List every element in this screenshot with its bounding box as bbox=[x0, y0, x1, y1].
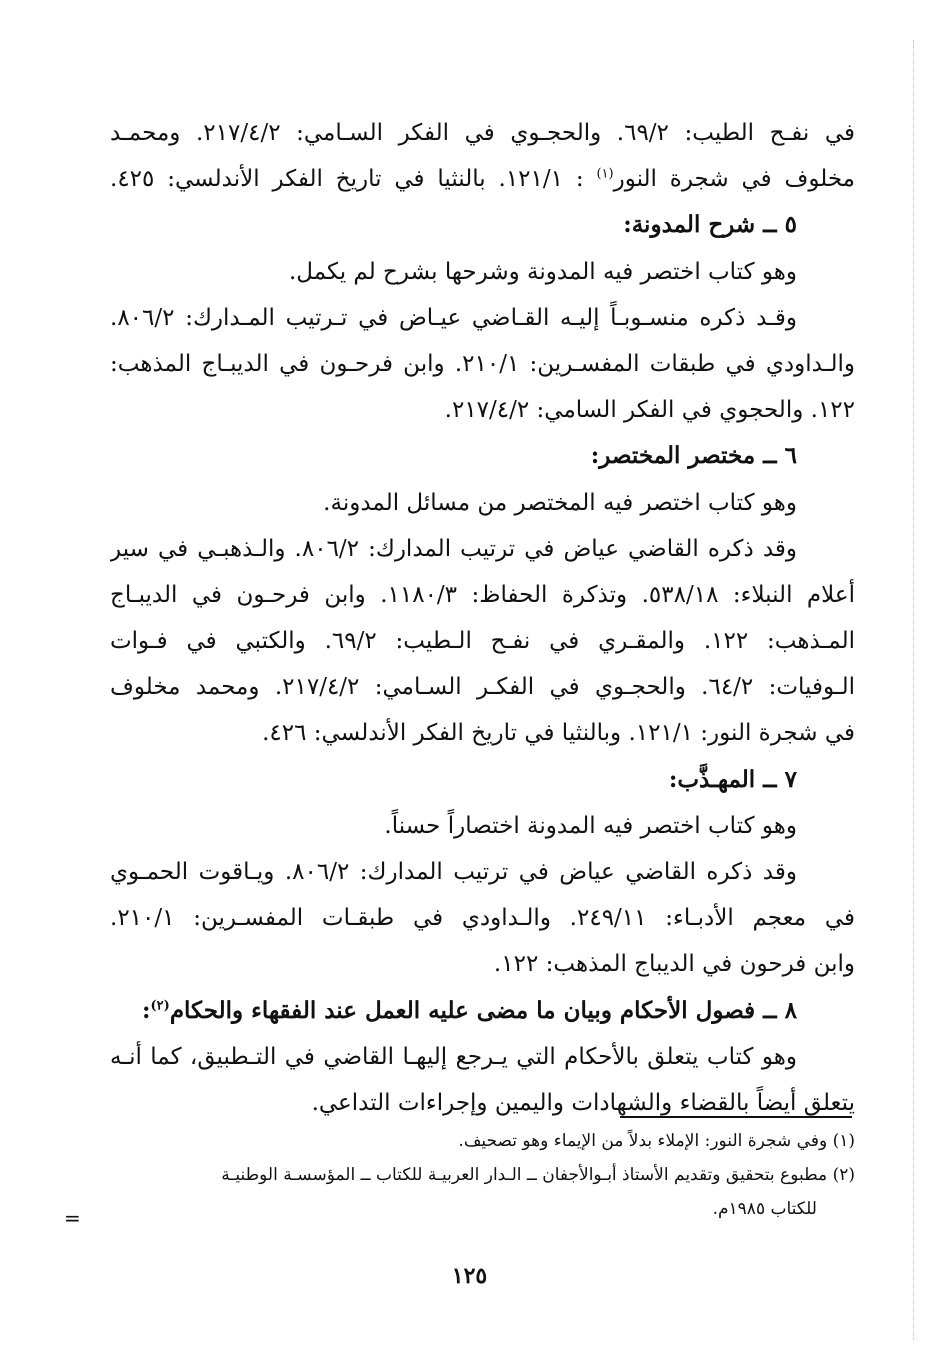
text-line: ١٢٢. والحجوي في الفكر السامي: ٢١٧/٤/٢. bbox=[444, 397, 855, 424]
text-line: في شجرة النور: ١٢١/١. وبالنثيا في تاريخ الفكر الأندلسي: ٤٢٦. bbox=[262, 720, 855, 747]
text-line: يتعلق أيضاً بالقضاء والشهادات واليمين وإجراءات التداعي. bbox=[311, 1089, 855, 1116]
footnote bbox=[110, 1158, 855, 1192]
footnote-text: مطبوع بتحقيق وتقديم الأستاذ أبـوالأجفان ــ الـدار العربيـة للكتاب ــ المؤسسـة الوطنيـة bbox=[221, 1165, 828, 1185]
footnote-ref: (١) bbox=[596, 166, 614, 182]
text-line: والـداودي في طبقات المفسـرين: ٢١٠/١. وابن فرحـون في الديبـاج المذهب: bbox=[110, 350, 855, 377]
text-line: في معجم الأدبـاء: ٢٤٩/١١. والـداودي في طبقـات المفسـرين: ٢١٠/١. bbox=[110, 905, 855, 932]
heading-colon: : bbox=[142, 996, 151, 1024]
heading-text: ٨ ــ فصول الأحكام وبيان ما مضى عليه العمل عند الفقهاء والحكام bbox=[169, 996, 797, 1024]
continuation-mark: = bbox=[64, 1206, 81, 1230]
text-line: وابن فرحون في الديباج المذهب: ١٢٢. bbox=[493, 951, 855, 978]
text-line bbox=[110, 156, 855, 202]
text-line: وهو كتاب اختصر فيه المدونة وشرحها بشرح لم يكمل. bbox=[288, 258, 797, 285]
footnote-ref: (٢) bbox=[150, 997, 170, 1013]
section-heading bbox=[110, 988, 855, 1034]
main-text-block bbox=[110, 110, 855, 1126]
section-heading: ٥ ــ شرح المدونة: bbox=[623, 211, 797, 239]
text-line: الـوفيات: ٦٤/٢. والحجـوي في الفكـر السـامي: ٢١٧/٤/٢. ومحمد مخلوف bbox=[110, 674, 855, 701]
text-line: وهو كتاب اختصر فيه المدونة اختصاراً حسناً. bbox=[384, 812, 797, 839]
text-line: أعلام النبلاء: ٥٣٨/١٨. وتذكرة الحفاظ: ١١٨٠/٣. وابن فرحـون في الديبـاج bbox=[110, 581, 855, 608]
text-line: وقد ذكره القاضي عياض في ترتيب المدارك: ٨٠٦/٢. ويـاقوت الحمـوي bbox=[110, 859, 797, 885]
text-line: وقـد ذكره منسـوبـاً إليـه القـاضي عيـاض في تـرتيب المـدارك: ٨٠٦/٢. bbox=[110, 304, 797, 331]
section-heading: ٦ ــ مختصر المختصر: bbox=[590, 442, 797, 470]
text-line: وهو كتاب يتعلق بالأحكام التي يـرجع إليهـا القاضي في التـطبيق، كما أنـه bbox=[110, 1043, 797, 1070]
text-line: المـذهب: ١٢٢. والمقـري في نفـح الـطيب: ٦٩/٢. والكتبي في فـوات bbox=[110, 628, 855, 655]
text-segment: : ١٢١/١. بالنثيا في تاريخ الفكر الأندلسي: ٤٢٥. bbox=[110, 166, 584, 193]
footnote bbox=[110, 1124, 855, 1158]
footnote-separator bbox=[620, 1116, 852, 1118]
scan-edge-dots bbox=[911, 40, 914, 1340]
text-line: في نفـح الطيب: ٦٩/٢. والحجـوي في الفكر السـامي: ٢١٧/٤/٢. ومحمـد bbox=[110, 120, 855, 146]
footnote-marker: (١) bbox=[832, 1131, 855, 1151]
footnotes-block bbox=[110, 1124, 855, 1226]
page-number: ١٢٥ bbox=[451, 1263, 488, 1289]
section-heading: ٧ ــ المهـذَّب: bbox=[668, 765, 797, 793]
text-line: وهو كتاب اختصر فيه المختصر من مسائل المدونة. bbox=[323, 489, 797, 516]
text-segment: مخلوف في شجرة النور bbox=[613, 166, 855, 193]
text-line: وقد ذكره القاضي عياض في ترتيب المدارك: ٨٠٦/٢. والـذهبـي في سير bbox=[110, 535, 797, 562]
footnote-marker: (٢) bbox=[832, 1165, 855, 1185]
footnote-text: وفي شجرة النور: الإملاء بدلاً من الإيماء وهو تصحيف. bbox=[458, 1131, 828, 1151]
footnote-continuation: للكتاب ١٩٨٥م. bbox=[712, 1199, 817, 1219]
